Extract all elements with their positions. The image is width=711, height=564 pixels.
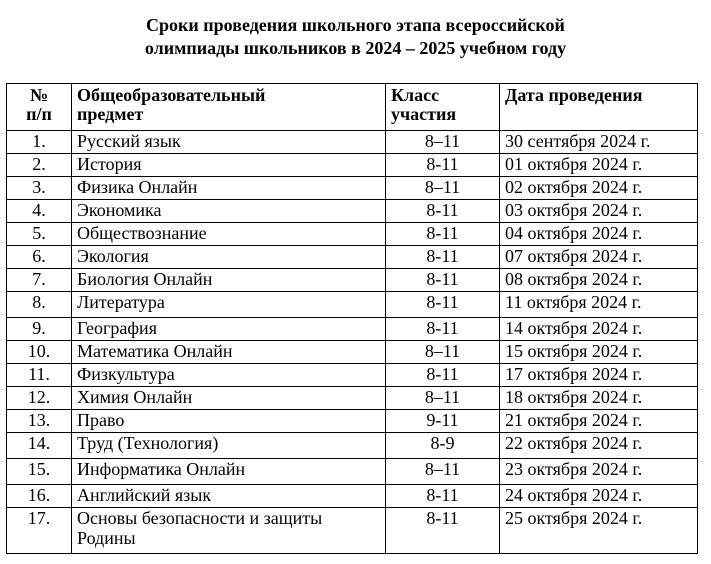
table-row (7, 410, 698, 433)
table-row (7, 341, 698, 364)
row-date: 11 октября 2024 г. (500, 292, 698, 318)
header-grade-line2: участия (391, 104, 457, 124)
row-grade: 8-11 (386, 269, 500, 292)
row-subject: Экология (72, 246, 386, 269)
header-date-text: Дата проведения (505, 85, 643, 105)
header-subject-line1: Общеобразовательный (77, 85, 266, 105)
row-date: 21 октября 2024 г. (500, 410, 698, 433)
row-subject: Английский язык (72, 485, 386, 508)
row-grade: 8–11 (386, 131, 500, 154)
row-date: 15 октября 2024 г. (500, 341, 698, 364)
row-number: 11. (7, 364, 72, 387)
schedule-table (6, 83, 698, 554)
title-line-1: Сроки проведения школьного этапа всероссийской (146, 15, 565, 35)
table-row (7, 177, 698, 200)
table-row (7, 200, 698, 223)
table-row (7, 131, 698, 154)
row-number: 6. (7, 246, 72, 269)
row-number: 17. (7, 508, 72, 554)
row-number: 4. (7, 200, 72, 223)
row-date: 14 октября 2024 г. (500, 318, 698, 341)
header-number-line1: № (29, 85, 49, 105)
row-number: 1. (7, 131, 72, 154)
row-number: 13. (7, 410, 72, 433)
row-grade: 8-11 (386, 223, 500, 246)
row-grade: 8-11 (386, 364, 500, 387)
table-row (7, 292, 698, 318)
row-grade: 8-11 (386, 508, 500, 554)
row-date: 02 октября 2024 г. (500, 177, 698, 200)
row-subject: Физкультура (72, 364, 386, 387)
row-number: 5. (7, 223, 72, 246)
row-date: 30 сентября 2024 г. (500, 131, 698, 154)
row-date: 17 октября 2024 г. (500, 364, 698, 387)
row-grade: 8-11 (386, 318, 500, 341)
header-date (500, 84, 698, 131)
table-row (7, 223, 698, 246)
header-subject (72, 84, 386, 131)
page-title (0, 14, 711, 60)
row-date: 25 октября 2024 г. (500, 508, 698, 554)
row-subject: География (72, 318, 386, 341)
row-grade: 8-11 (386, 200, 500, 223)
table-row (7, 459, 698, 485)
row-date: 22 октября 2024 г. (500, 433, 698, 459)
row-number: 7. (7, 269, 72, 292)
row-date: 23 октября 2024 г. (500, 459, 698, 485)
table-row (7, 318, 698, 341)
row-number: 16. (7, 485, 72, 508)
row-number: 8. (7, 292, 72, 318)
header-grade (386, 84, 500, 131)
row-date: 08 октября 2024 г. (500, 269, 698, 292)
row-subject: Физика Онлайн (72, 177, 386, 200)
header-number-line2: п/п (26, 104, 52, 124)
row-subject: Химия Онлайн (72, 387, 386, 410)
row-grade: 8–11 (386, 341, 500, 364)
row-date: 18 октября 2024 г. (500, 387, 698, 410)
row-subject: Труд (Технология) (72, 433, 386, 459)
row-subject: Информатика Онлайн (72, 459, 386, 485)
row-date: 24 октября 2024 г. (500, 485, 698, 508)
row-subject: История (72, 154, 386, 177)
row-grade: 8-11 (386, 292, 500, 318)
title-line-2: олимпиады школьников в 2024 – 2025 учебном году (144, 38, 567, 58)
row-grade: 8-11 (386, 154, 500, 177)
table-row (7, 387, 698, 410)
row-subject: Основы безопасности и защиты Родины (72, 508, 386, 554)
row-number: 3. (7, 177, 72, 200)
row-number: 12. (7, 387, 72, 410)
row-number: 15. (7, 459, 72, 485)
table-row (7, 364, 698, 387)
row-date: 04 октября 2024 г. (500, 223, 698, 246)
table-row (7, 433, 698, 459)
row-subject: Экономика (72, 200, 386, 223)
row-number: 10. (7, 341, 72, 364)
header-grade-line1: Класс (391, 85, 440, 105)
header-number (7, 84, 72, 131)
row-subject: Биология Онлайн (72, 269, 386, 292)
header-subject-line2: предмет (77, 104, 144, 124)
row-grade: 8–11 (386, 387, 500, 410)
row-subject: Математика Онлайн (72, 341, 386, 364)
row-subject: Русский язык (72, 131, 386, 154)
row-date: 01 октября 2024 г. (500, 154, 698, 177)
row-subject: Обществознание (72, 223, 386, 246)
row-date: 03 октября 2024 г. (500, 200, 698, 223)
table-row (7, 508, 698, 554)
table-row (7, 485, 698, 508)
row-number: 2. (7, 154, 72, 177)
header-row (7, 84, 698, 131)
row-subject: Литература (72, 292, 386, 318)
row-grade: 8–11 (386, 459, 500, 485)
row-date: 07 октября 2024 г. (500, 246, 698, 269)
row-grade: 8-11 (386, 485, 500, 508)
table-row (7, 154, 698, 177)
row-number: 14. (7, 433, 72, 459)
table-row (7, 269, 698, 292)
row-subject: Право (72, 410, 386, 433)
row-grade: 8–11 (386, 177, 500, 200)
row-number: 9. (7, 318, 72, 341)
row-grade: 8-11 (386, 246, 500, 269)
row-grade: 8-9 (386, 433, 500, 459)
row-grade: 9-11 (386, 410, 500, 433)
table-row (7, 246, 698, 269)
